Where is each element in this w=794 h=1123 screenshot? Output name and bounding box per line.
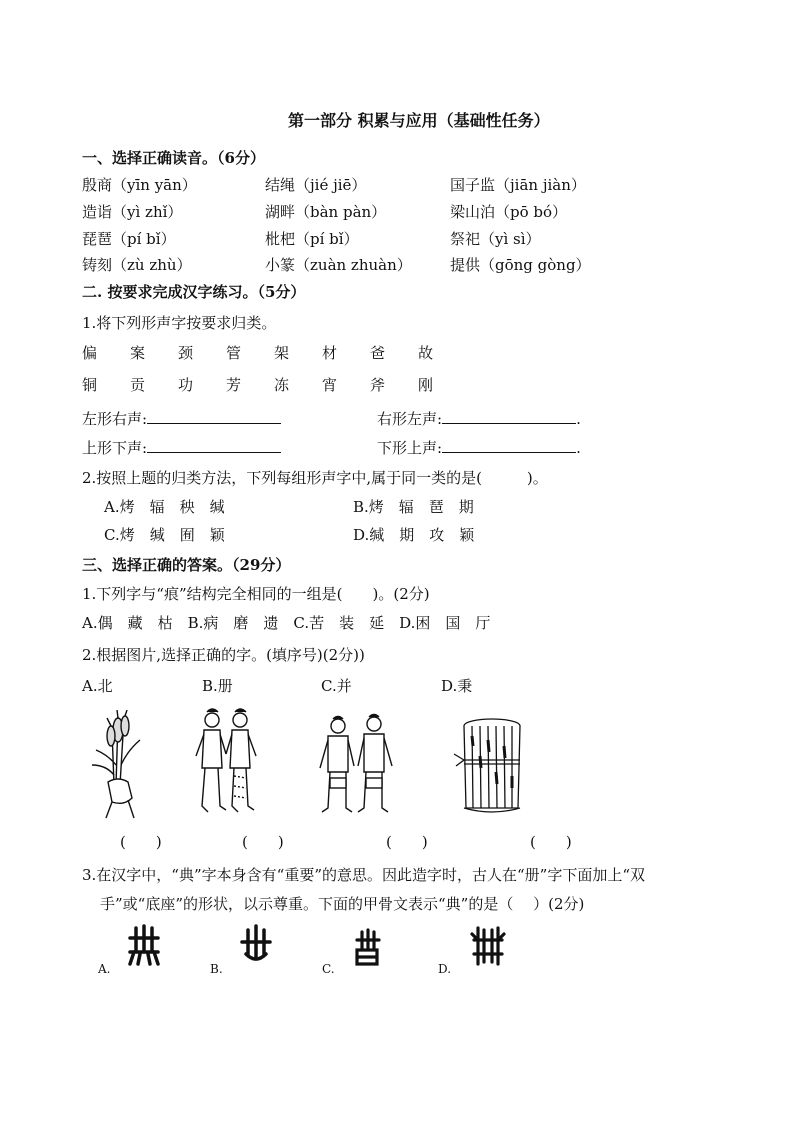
- pinyin-item: 湖畔（bàn pàn）: [265, 203, 387, 221]
- blank-bottom-top: [377, 437, 581, 458]
- option-a: A.北: [82, 677, 113, 695]
- pinyin-item: 提供（gōng gòng）: [450, 256, 591, 274]
- answer-paren[interactable]: ( ): [242, 833, 284, 851]
- char: 故: [418, 344, 434, 362]
- char: 偏: [82, 344, 98, 362]
- two-people-side-by-side-image: [316, 712, 396, 818]
- section-1-heading: 一、选择正确读音。（6分）: [82, 149, 265, 167]
- wheat-in-hand-image: [88, 710, 150, 820]
- answer-paren[interactable]: ( ): [120, 833, 162, 851]
- option-c: C.: [322, 962, 335, 976]
- char: 铜: [82, 376, 98, 394]
- option-c: C.并: [321, 677, 352, 695]
- char: 管: [226, 344, 242, 362]
- char: 功: [178, 376, 194, 394]
- option-a: A.: [98, 962, 111, 976]
- oracle-bone-glyph-c: [352, 928, 382, 970]
- question-3-3-line-2: 手”或“底座”的形状，以示尊重。下面的甲骨文表示“典”的是（ ）(2分): [100, 895, 585, 913]
- blank-label: 左形右声:: [82, 410, 148, 428]
- question-3-2: 2.根据图片,选择正确的字。(填序号)(2分)): [82, 646, 365, 664]
- question-3-1: 1.下列字与“痕”结构完全相同的一组是( )。(2分): [82, 585, 430, 603]
- pinyin-item: 枇杷（pí bǐ）: [265, 230, 359, 248]
- answer-blank[interactable]: [442, 409, 576, 424]
- option-b: B.: [210, 962, 223, 976]
- char: 刚: [418, 376, 434, 394]
- period: .: [576, 439, 581, 457]
- option-c: C.烤 缄 囿 颖: [104, 526, 225, 544]
- option-b: B.烤 辐 琶 期: [353, 498, 474, 516]
- two-people-back-to-back-image: [192, 706, 262, 818]
- blank-right-left: [377, 408, 581, 429]
- char: 材: [322, 344, 338, 362]
- char: 爸: [370, 344, 386, 362]
- blank-label: 右形左声:: [377, 410, 443, 428]
- question-2-1: 1.将下列形声字按要求归类。: [82, 314, 277, 332]
- answer-paren[interactable]: ( ): [386, 833, 428, 851]
- question-3-1-options: A.偶 藏 枯 B.病 磨 遗 C.苦 装 延 D.困 国 厅: [82, 614, 491, 632]
- pinyin-item: 梁山泊（pō bó）: [450, 203, 568, 221]
- pinyin-item: 造诣（yì zhǐ）: [82, 203, 183, 221]
- blank-top-bottom: [82, 437, 281, 458]
- option-b: B.册: [202, 677, 233, 695]
- answer-blank[interactable]: [147, 409, 281, 424]
- period: .: [576, 410, 581, 428]
- page-title: 第一部分 积累与应用（基础性任务）: [288, 111, 550, 130]
- blank-left-right: [82, 408, 281, 429]
- question-2-2: 2.按照上题的归类方法，下列每组形声字中,属于同一类的是( )。: [82, 469, 548, 487]
- oracle-bone-glyph-b: [238, 924, 274, 968]
- answer-paren[interactable]: ( ): [530, 833, 572, 851]
- answer-blank[interactable]: [442, 438, 576, 453]
- blank-label: 下形上声:: [377, 439, 443, 457]
- char: 颈: [178, 344, 194, 362]
- char: 芳: [226, 376, 242, 394]
- option-d: D.缄 期 攻 颖: [353, 526, 475, 544]
- section-2-heading: 二. 按要求完成汉字练习。（5分）: [82, 283, 306, 301]
- char: 架: [274, 344, 290, 362]
- bamboo-slips-bundle-image: [452, 716, 526, 816]
- char: 宵: [322, 376, 338, 394]
- answer-blank[interactable]: [147, 438, 281, 453]
- char: 案: [130, 344, 146, 362]
- option-a: A.烤 辐 秧 缄: [104, 498, 225, 516]
- char: 贡: [130, 376, 146, 394]
- pinyin-item: 国子监（jiān jiàn）: [450, 176, 586, 194]
- pinyin-item: 祭祀（yì sì）: [450, 230, 541, 248]
- pinyin-item: 铸刻（zù zhù）: [82, 256, 192, 274]
- pinyin-item: 琵琶（pí bǐ）: [82, 230, 176, 248]
- char: 冻: [274, 376, 290, 394]
- pinyin-item: 结绳（jié jiē）: [265, 176, 367, 194]
- oracle-bone-glyph-d: [470, 924, 506, 968]
- oracle-bone-glyph-a: [126, 924, 162, 968]
- option-d: D.秉: [441, 677, 473, 695]
- question-3-3-line-1: 3.在汉字中，“典”字本身含有“重要”的意思。因此造字时，古人在“册”字下面加上“双: [82, 866, 645, 884]
- section-3-heading: 三、选择正确的答案。（29分）: [82, 556, 291, 574]
- pinyin-item: 殷商（yīn yān）: [82, 176, 197, 194]
- char: 斧: [370, 376, 386, 394]
- blank-label: 上形下声:: [82, 439, 148, 457]
- pinyin-item: 小篆（zuàn zhuàn）: [265, 256, 412, 274]
- option-d: D.: [438, 962, 452, 976]
